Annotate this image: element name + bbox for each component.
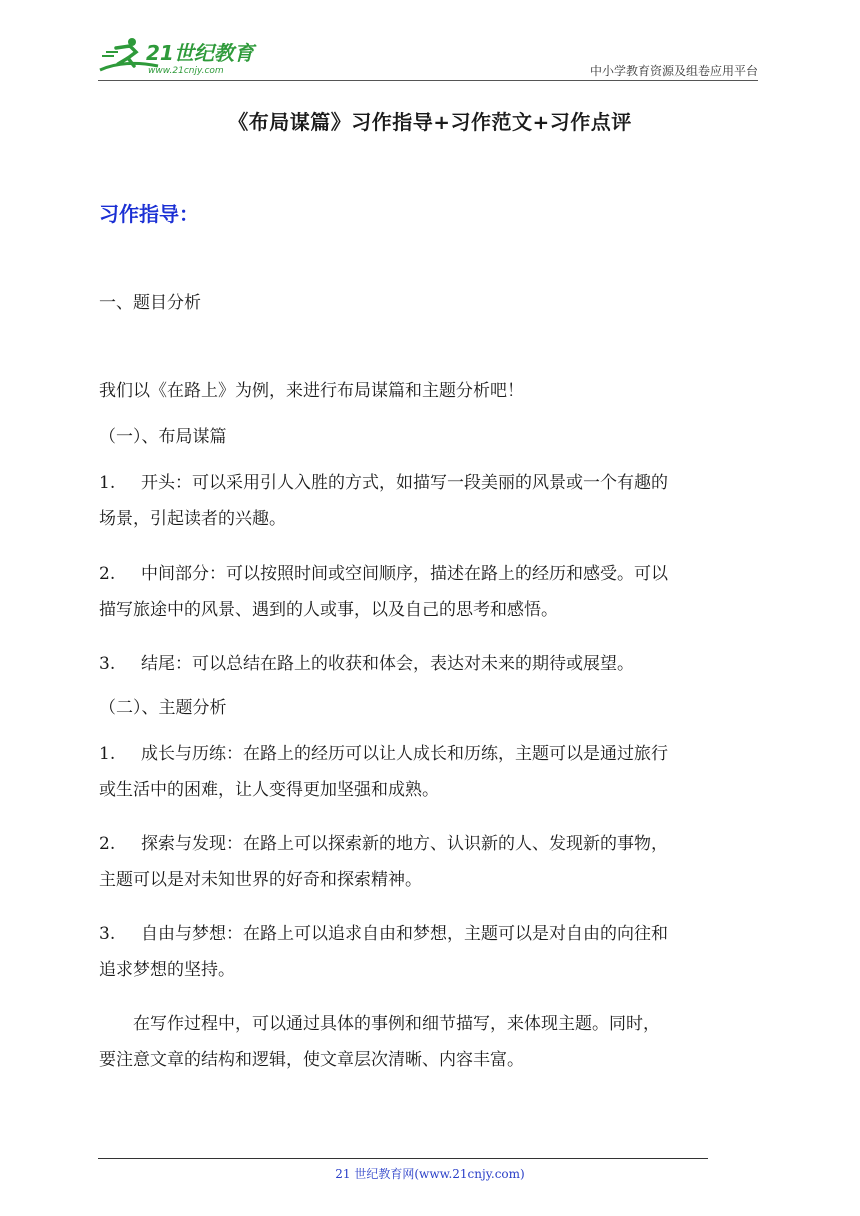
item-text: 结尾：可以总结在路上的收获和体会，表达对未来的期待或展望。 xyxy=(141,654,634,674)
list-item xyxy=(99,826,763,898)
item-text-continued: 主题可以是对未知世界的好奇和探索精神。 xyxy=(99,870,422,890)
item-text: 自由与梦想：在路上可以追求自由和梦想，主题可以是对自由的向往和 xyxy=(141,924,668,944)
document-title: 《布局谋篇》习作指导+习作范文+习作点评 xyxy=(228,110,632,134)
item-number: 1. xyxy=(99,473,116,493)
part1-heading: （一）、布局谋篇 xyxy=(99,427,227,447)
item-text-continued: 描写旅途中的风景、遇到的人或事，以及自己的思考和感悟。 xyxy=(99,600,558,620)
list-item xyxy=(99,556,763,628)
list-item xyxy=(99,736,763,808)
closing-paragraph xyxy=(99,1006,763,1078)
item-number: 1. xyxy=(99,744,116,764)
footer-divider xyxy=(98,1158,708,1159)
intro-text: 我们以《在路上》为例，来进行布局谋篇和主题分析吧！ xyxy=(99,381,524,401)
closing-line: 在写作过程中，可以通过具体的事例和细节描写，来体现主题。同时， xyxy=(133,1014,660,1034)
logo-url: www.21cnjy.com xyxy=(148,66,224,76)
platform-label: 中小学教育资源及组卷应用平台 xyxy=(589,64,758,78)
subheading-topic-analysis: 一、题目分析 xyxy=(99,293,201,313)
part2-heading: （二）、主题分析 xyxy=(99,698,227,718)
item-number: 2. xyxy=(99,834,116,854)
page-header xyxy=(98,36,758,80)
logo-21cnjy xyxy=(98,36,268,76)
item-text: 中间部分：可以按照时间或空间顺序，描述在路上的经历和感受。可以 xyxy=(141,564,668,584)
item-text-continued: 或生活中的困难，让人变得更加坚强和成熟。 xyxy=(99,780,439,800)
item-text: 开头：可以采用引人入胜的方式，如描写一段美丽的风景或一个有趣的 xyxy=(141,473,668,493)
logo-text: 21世纪教育 xyxy=(146,41,254,65)
closing-line: 要注意文章的结构和逻辑，使文章层次清晰、内容丰富。 xyxy=(99,1050,524,1070)
item-number: 3. xyxy=(99,924,116,944)
section-heading: 习作指导： xyxy=(99,202,199,226)
footer-link[interactable]: 21 世纪教育网(www.21cnjy.com) xyxy=(335,1167,525,1181)
item-number: 3. xyxy=(99,654,116,674)
item-text: 成长与历练：在路上的经历可以让人成长和历练，主题可以是通过旅行 xyxy=(141,744,668,764)
item-text: 探索与发现：在路上可以探索新的地方、认识新的人、发现新的事物， xyxy=(141,834,668,854)
list-item xyxy=(99,465,763,537)
list-item xyxy=(99,646,763,682)
item-text-continued: 场景，引起读者的兴趣。 xyxy=(99,509,286,529)
header-divider xyxy=(98,80,758,81)
item-number: 2. xyxy=(99,564,116,584)
list-item xyxy=(99,916,763,988)
item-text-continued: 追求梦想的坚持。 xyxy=(99,960,235,980)
